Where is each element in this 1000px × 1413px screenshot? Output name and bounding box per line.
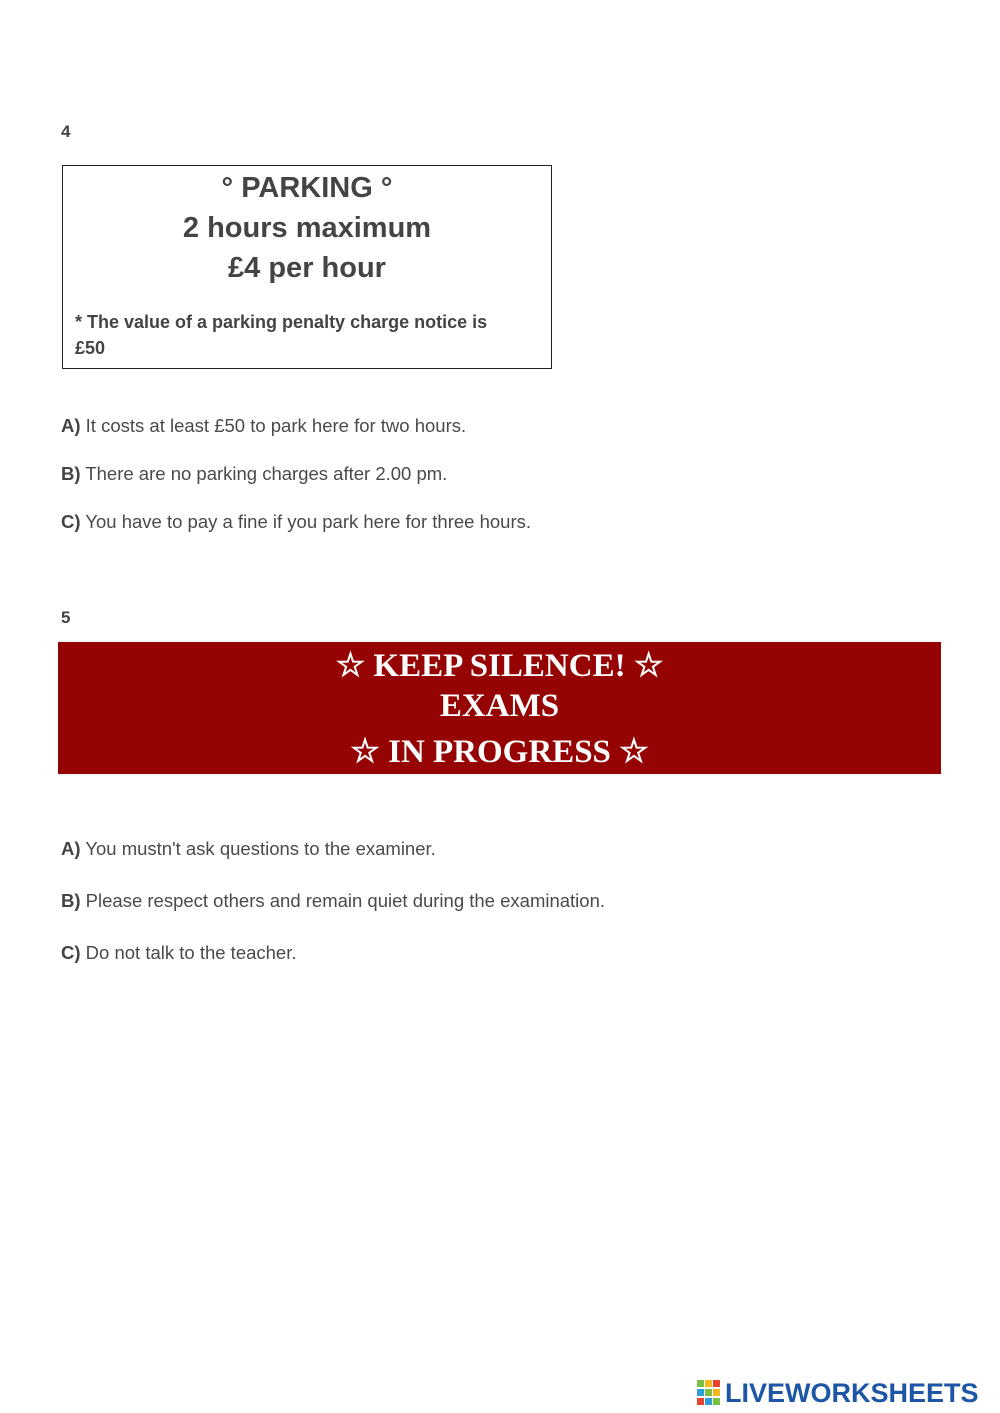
liveworksheets-logo-icon xyxy=(697,1380,721,1406)
question-number-5: 5 xyxy=(61,608,71,627)
exam-silence-banner xyxy=(58,642,941,774)
q5-option-a-text: You mustn't ask questions to the examiner. xyxy=(85,838,436,859)
q4-option-a[interactable] xyxy=(61,415,466,437)
liveworksheets-logo-text: LIVEWORKSHEETS xyxy=(725,1377,979,1408)
q4-option-b-text: There are no parking charges after 2.00 pm. xyxy=(85,463,448,484)
q5-option-b-letter: B) xyxy=(61,890,81,911)
q4-option-c-text: You have to pay a fine if you park here for three hours. xyxy=(85,511,531,532)
q5-option-a-letter: A) xyxy=(61,838,81,859)
q4-option-a-letter: A) xyxy=(61,415,81,436)
exam-banner-line1: ☆ KEEP SILENCE! ☆ xyxy=(335,648,664,684)
q5-option-c-letter: C) xyxy=(61,942,81,963)
parking-sign-limit: 2 hours maximum xyxy=(182,212,432,244)
question-number-4: 4 xyxy=(61,122,71,141)
q5-option-c-text: Do not talk to the teacher. xyxy=(85,942,297,963)
q5-option-b[interactable] xyxy=(61,890,605,912)
parking-sign-title: ° PARKING ° xyxy=(221,172,393,204)
parking-sign-note-line1: * The value of a parking penalty charge notice is xyxy=(75,312,488,332)
q5-option-a[interactable] xyxy=(61,838,436,860)
liveworksheets-logo[interactable] xyxy=(697,1378,979,1408)
q4-option-c[interactable] xyxy=(61,511,531,533)
parking-sign-note xyxy=(75,309,545,361)
q5-option-c[interactable] xyxy=(61,942,297,964)
parking-sign xyxy=(62,165,552,369)
q5-option-b-text: Please respect others and remain quiet during the examination. xyxy=(85,890,606,911)
q4-option-b[interactable] xyxy=(61,463,447,485)
parking-sign-price: £4 per hour xyxy=(228,252,386,284)
exam-banner-line2: EXAMS xyxy=(439,688,560,724)
q4-option-c-letter: C) xyxy=(61,511,81,532)
q4-option-b-letter: B) xyxy=(61,463,81,484)
q4-option-a-text: It costs at least £50 to park here for two hours. xyxy=(85,415,467,436)
exam-banner-line3: ☆ IN PROGRESS ☆ xyxy=(350,734,649,770)
parking-sign-note-line2: £50 xyxy=(75,338,106,358)
